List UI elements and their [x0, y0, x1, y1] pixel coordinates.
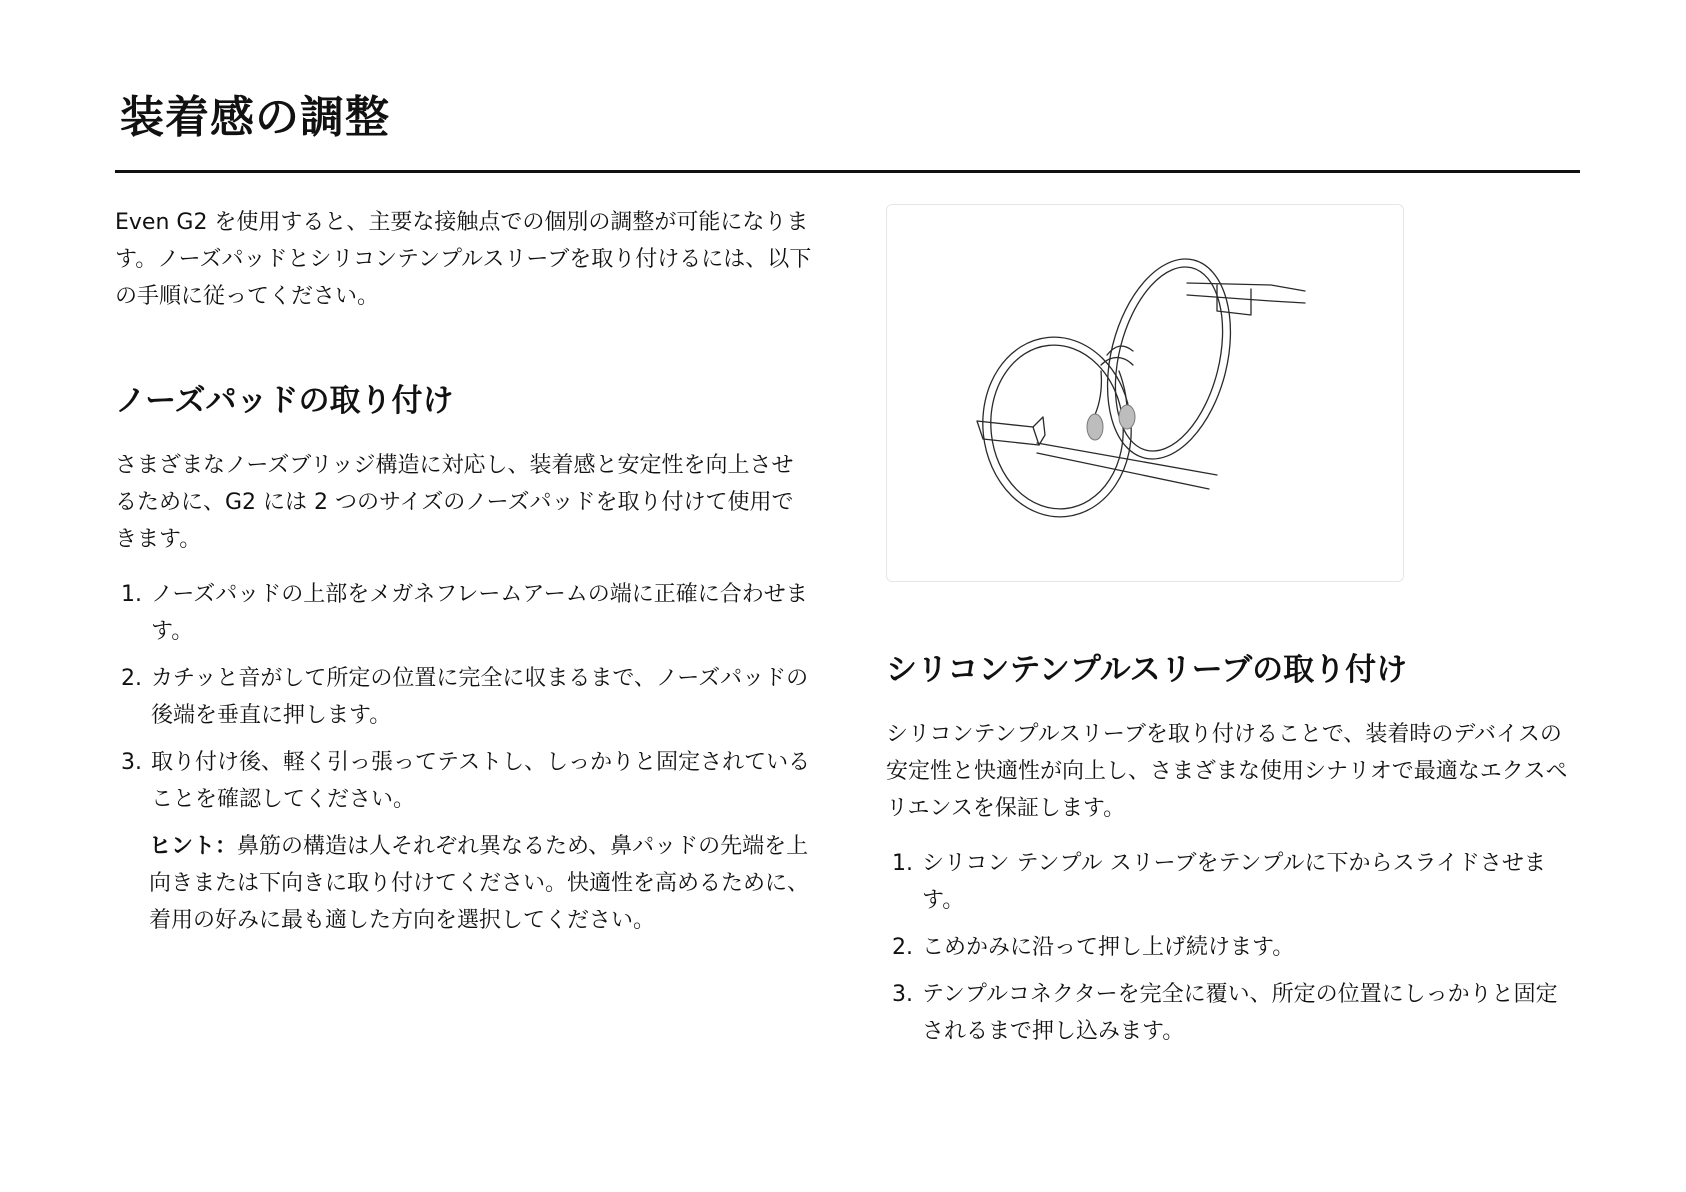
- temple-sleeve-step-1: 1. シリコン テンプル スリーブをテンプルに下からスライドさせます。: [920, 845, 1576, 919]
- temple-sleeve-step-2: 2. こめかみに沿って押し上げ続けます。: [920, 929, 1576, 966]
- temple-sleeve-description: シリコンテンプルスリーブを取り付けることで、装着時のデバイスの安定性と快適性が向上し、さまざまな使用シナリオで最適なエクスペリエンスを保証します。: [886, 722, 1568, 821]
- nose-pad-description: さまざまなノーズブリッジ構造に対応し、装着感と安定性を向上させるために、G2 には 2 つのサイズのノーズパッドを取り付けて使用できます。: [115, 453, 794, 552]
- temple-sleeve-heading: シリコンテンプルスリーブの取り付け: [886, 652, 1408, 688]
- tip-label: ヒント：: [149, 834, 238, 859]
- nose-pad-step-2: 2. カチッと音がして所定の位置に完全に収まるまで、ノーズパッドの後端を垂直に押します。: [149, 660, 815, 734]
- nose-pad-shapes: [1087, 405, 1135, 440]
- nose-pad-steps: [115, 576, 815, 818]
- temple-sleeve-step-3: 3. テンプルコネクターを完全に覆い、所定の位置にしっかりと固定されるまで押し込みます。: [920, 976, 1576, 1050]
- page-title: 装着感の調整: [120, 92, 390, 143]
- title-divider: [115, 170, 1580, 173]
- right-column: [886, 204, 1576, 1060]
- temple-sleeve-steps: [886, 845, 1576, 1050]
- glasses-illustration-card: [886, 204, 1404, 582]
- nose-pad-tip: [149, 828, 815, 939]
- nose-pad-step-1: 1. ノーズパッドの上部をメガネフレームアームの端に正確に合わせます。: [149, 576, 815, 650]
- left-column: [115, 204, 815, 939]
- nose-pad-heading: ノーズパッドの取り付け: [115, 383, 454, 419]
- glasses-line-illustration: [887, 205, 1405, 583]
- nose-pad-step-3: 3. 取り付け後、軽く引っ張ってテストし、しっかりと固定されていることを確認してください。: [149, 744, 815, 818]
- intro-paragraph: Even G2 を使用すると、主要な接触点での個別の調整が可能になります。ノーズパッドとシリコンテンプルスリーブを取り付けるには、以下の手順に従ってください。: [115, 210, 812, 309]
- tip-text: 鼻筋の構造は人それぞれ異なるため、鼻パッドの先端を上向きまたは下向きに取り付けてください。快適性を高めるために、着用の好みに最も適した方向を選択してください。: [149, 834, 810, 933]
